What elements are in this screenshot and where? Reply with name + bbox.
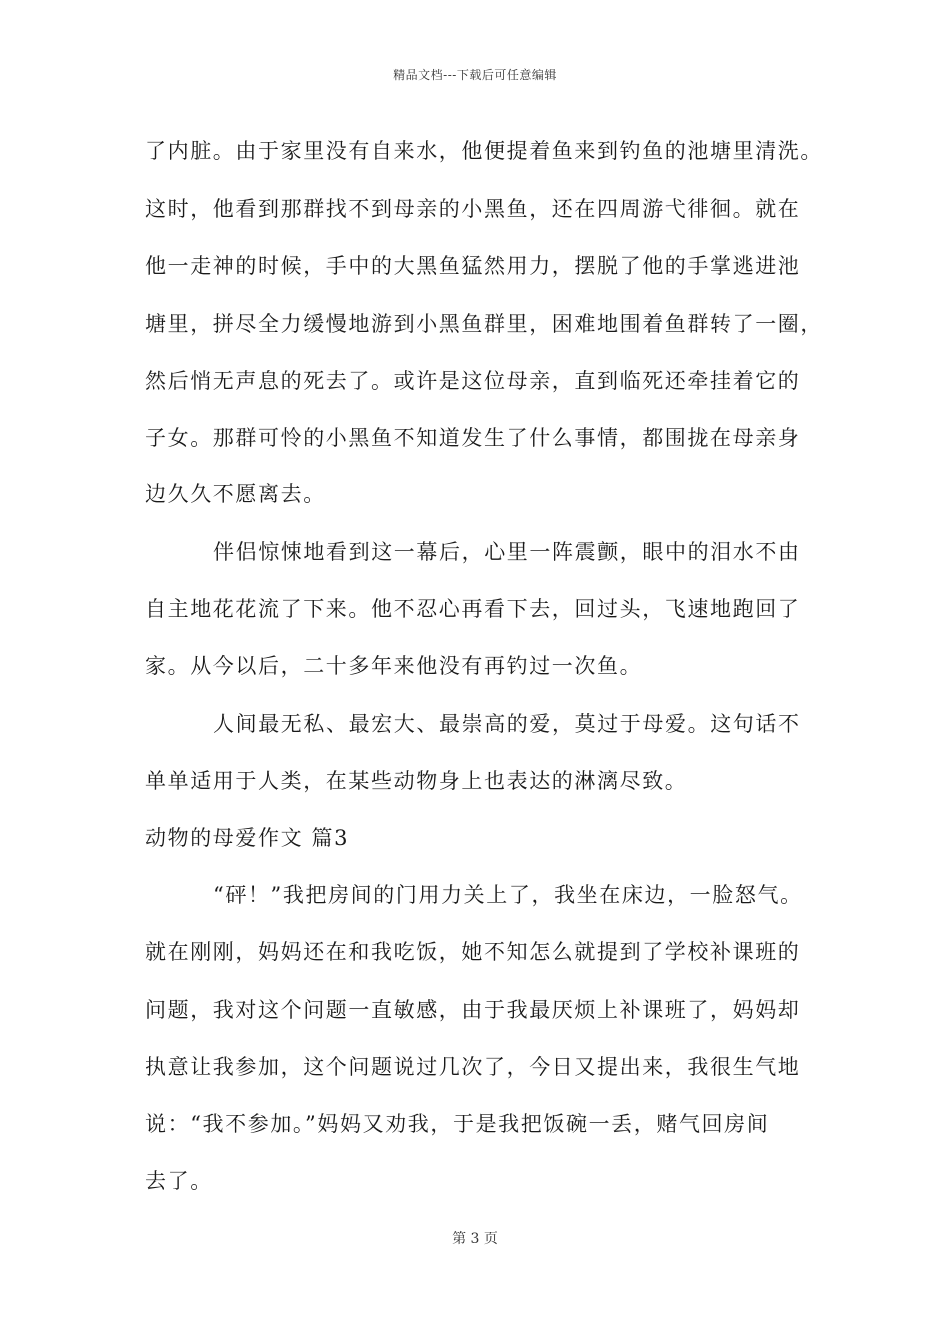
body-line: 边久久不愿离去。	[145, 482, 326, 506]
body-line: 塘里，拼尽全力缓慢地游到小黑鱼群里，困难地围着鱼群转了一圈，	[145, 312, 823, 336]
body-line: 去了。	[145, 1169, 213, 1193]
paragraph-first-line: 人间最无私、最宏大、最崇高的爱，莫过于母爱。这句话不	[213, 712, 801, 736]
body-line: 他一走神的时候，手中的大黑鱼猛然用力，摆脱了他的手掌逃进池	[145, 254, 801, 278]
body-line: 了内脏。由于家里没有自来水，他便提着鱼来到钓鱼的池塘里清洗。	[145, 139, 823, 163]
body-line: 这时，他看到那群找不到母亲的小黑鱼，还在四周游弋徘徊。就在	[145, 197, 801, 221]
section-heading: 动物的母爱作文 篇3	[145, 826, 350, 850]
page-number: 第 3 页	[452, 1231, 498, 1247]
paragraph-first-line: “砰！”我把房间的门用力关上了，我坐在床边，一脸怒气。	[213, 883, 803, 907]
body-line: 家。从今以后，二十多年来他没有再钓过一次鱼。	[145, 654, 643, 678]
page-header: 精品文档---下载后可任意编辑	[393, 68, 557, 82]
body-line: 然后悄无声息的死去了。或许是这位母亲，直到临死还牵挂着它的	[145, 369, 801, 393]
body-line: 子女。那群可怜的小黑鱼不知道发生了什么事情，都围拢在母亲身	[145, 426, 801, 450]
body-line: 问题，我对这个问题一直敏感，由于我最厌烦上补课班了，妈妈却	[145, 998, 801, 1022]
body-line: 执意让我参加，这个问题说过几次了，今日又提出来，我很生气地	[145, 1055, 801, 1079]
body-line: 就在刚刚，妈妈还在和我吃饭，她不知怎么就提到了学校补课班的	[145, 940, 801, 964]
body-line: 自主地花花流了下来。他不忍心再看下去，回过头，飞速地跑回了	[145, 597, 801, 621]
body-line: 单单适用于人类，在某些动物身上也表达的淋漓尽致。	[145, 769, 688, 793]
paragraph-first-line: 伴侣惊悚地看到这一幕后，心里一阵震颤，眼中的泪水不由	[213, 540, 801, 564]
body-line: 说：“我不参加。”妈妈又劝我，于是我把饭碗一丢，赌气回房间	[145, 1112, 770, 1136]
